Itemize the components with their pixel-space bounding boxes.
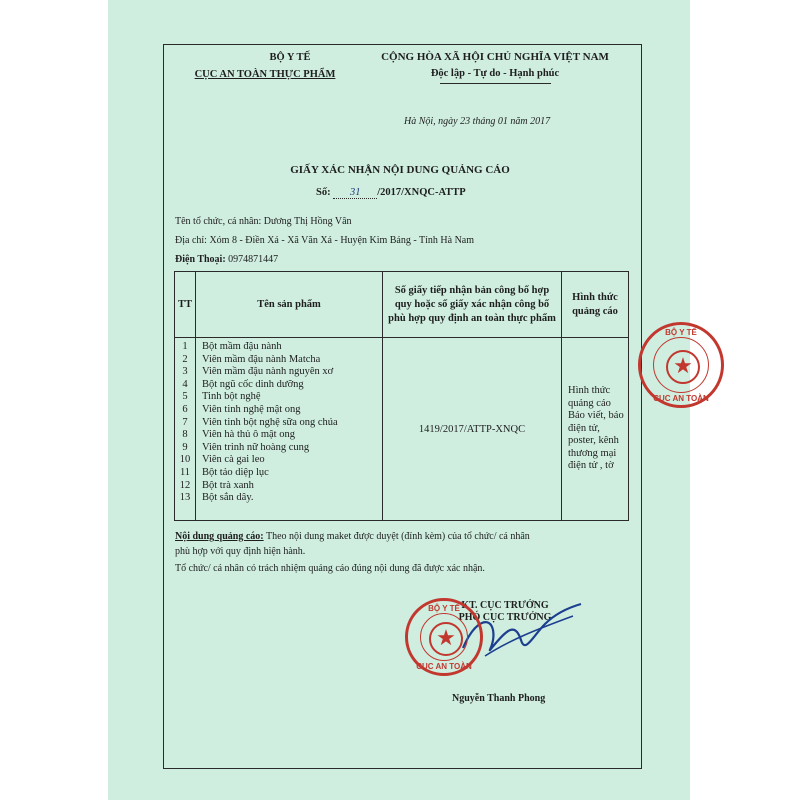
product-names: [196, 338, 383, 521]
product-name: Viên hà thủ ô mật ong: [202, 429, 295, 441]
table-body-row: [175, 338, 629, 521]
ministry-name: BỘ Y TẾ: [269, 52, 311, 63]
number-label: Số:: [316, 187, 331, 198]
header-ad-form: Hình thức quảng cáo: [562, 272, 629, 338]
address-line: [175, 235, 474, 246]
row-number: 6: [182, 403, 188, 415]
content-line-1: [175, 531, 530, 542]
header-product-name: Tên sản phẩm: [196, 272, 383, 338]
issue-date: Hà Nội, ngày 23 tháng 01 năm 2017: [404, 116, 551, 127]
seal-top-text: BỘ Y TẾ: [428, 604, 460, 613]
document-title: GIẤY XÁC NHẬN NỘI DUNG QUẢNG CÁO: [290, 164, 510, 176]
row-numbers: [175, 338, 196, 521]
product-name: Bột sắn dây.: [202, 492, 254, 504]
phone-label: Điện Thoại:: [175, 254, 226, 265]
row-number: 4: [182, 378, 188, 390]
header-tt: TT: [175, 272, 196, 338]
product-name: Viên mầm đậu nành Matcha: [202, 353, 321, 365]
product-name: Viên mầm đậu nành nguyên xơ: [202, 366, 334, 378]
registration-number: 1419/2017/ATTP-XNQC: [383, 338, 562, 521]
row-number: 13: [179, 492, 191, 504]
product-name: Bột mầm đậu nành: [202, 341, 282, 352]
row-number: 10: [179, 454, 191, 466]
product-name: Bột ngũ cốc dinh dưỡng: [202, 378, 304, 390]
document-number: [316, 187, 466, 199]
department-name: CỤC AN TOÀN THỰC PHẨM: [194, 69, 336, 80]
product-name: Viên trinh nữ hoàng cung: [202, 441, 310, 453]
edge-seal-top-text: BỘ Y TẾ: [665, 328, 697, 337]
phone-line: [175, 254, 278, 265]
edge-seal-bottom-text: CỤC AN TOÀN: [653, 394, 709, 403]
official-seal: [405, 598, 483, 676]
address-value: Xóm 8 - Điền Xá - Xã Văn Xá - Huyện Kim Bảng - Tỉnh Hà Nam: [209, 235, 475, 246]
ad-form-text: Hình thức quảng cáo Báo viết, báo điện tử, poster, kênh thương mại điện tử , tờ: [562, 338, 629, 521]
row-number: 12: [179, 479, 191, 491]
product-name: Viên tinh bột nghệ sữa ong chúa: [202, 416, 338, 428]
header-registration: Số giấy tiếp nhận bản công bố hợp quy hoặc số giấy xác nhận công bố phù hợp quy định an toàn thực phẩm: [383, 272, 562, 338]
signer-name: Nguyễn Thanh Phong: [452, 693, 546, 704]
content-label: Nội dung quảng cáo:: [175, 531, 264, 542]
row-number: 1: [182, 341, 188, 352]
product-name: Viên cà gai leo: [202, 454, 265, 466]
row-number: 3: [182, 366, 188, 378]
org-label: Tên tổ chức, cá nhân:: [175, 216, 262, 227]
star-emblem-icon: ★: [429, 622, 463, 656]
content-text-2: phù hợp với quy định hiện hành.: [175, 546, 306, 557]
motto-underline: [440, 83, 551, 84]
table-header-row: [175, 272, 629, 338]
row-number: 9: [182, 441, 188, 453]
row-number: 7: [182, 416, 188, 428]
number-suffix: /2017/XNQC-ATTP: [377, 187, 466, 198]
row-number: 2: [182, 353, 188, 365]
product-name: Tinh bột nghệ: [202, 391, 261, 403]
row-number: 5: [182, 391, 188, 403]
product-name: Bột tảo diệp lục: [202, 466, 269, 478]
org-line: [175, 216, 352, 227]
country-name: CỘNG HÒA XÃ HỘI CHỦ NGHĨA VIỆT NAM: [381, 51, 609, 63]
national-motto: Độc lập - Tự do - Hạnh phúc: [430, 68, 560, 79]
phone-value: 0974871447: [228, 254, 279, 265]
product-table: [174, 271, 629, 521]
row-number: 11: [179, 466, 191, 478]
signer-title-2: PHÓ CỤC TRƯỞNG: [458, 612, 552, 623]
edge-seal: [638, 322, 724, 408]
responsibility-note: Tổ chức/ cá nhân có trách nhiệm quảng cáo đúng nội dung đã được xác nhận.: [175, 563, 485, 574]
handwritten-number: 31: [333, 187, 377, 199]
row-number: 8: [182, 429, 188, 441]
address-label: Địa chỉ:: [175, 235, 207, 246]
edge-star-emblem-icon: ★: [666, 350, 700, 384]
org-value: Dương Thị Hồng Vân: [263, 216, 352, 227]
seal-bottom-text: CỤC AN TOÀN: [416, 662, 472, 671]
product-name: Bột trà xanh: [202, 479, 254, 491]
signer-title-1: KT. CỤC TRƯỞNG: [461, 600, 549, 611]
content-text-1: Theo nội dung maket được duyệt (đính kèm) của tổ chức/ cá nhân: [265, 531, 530, 542]
product-name: Viên tinh nghệ mật ong: [202, 403, 301, 415]
